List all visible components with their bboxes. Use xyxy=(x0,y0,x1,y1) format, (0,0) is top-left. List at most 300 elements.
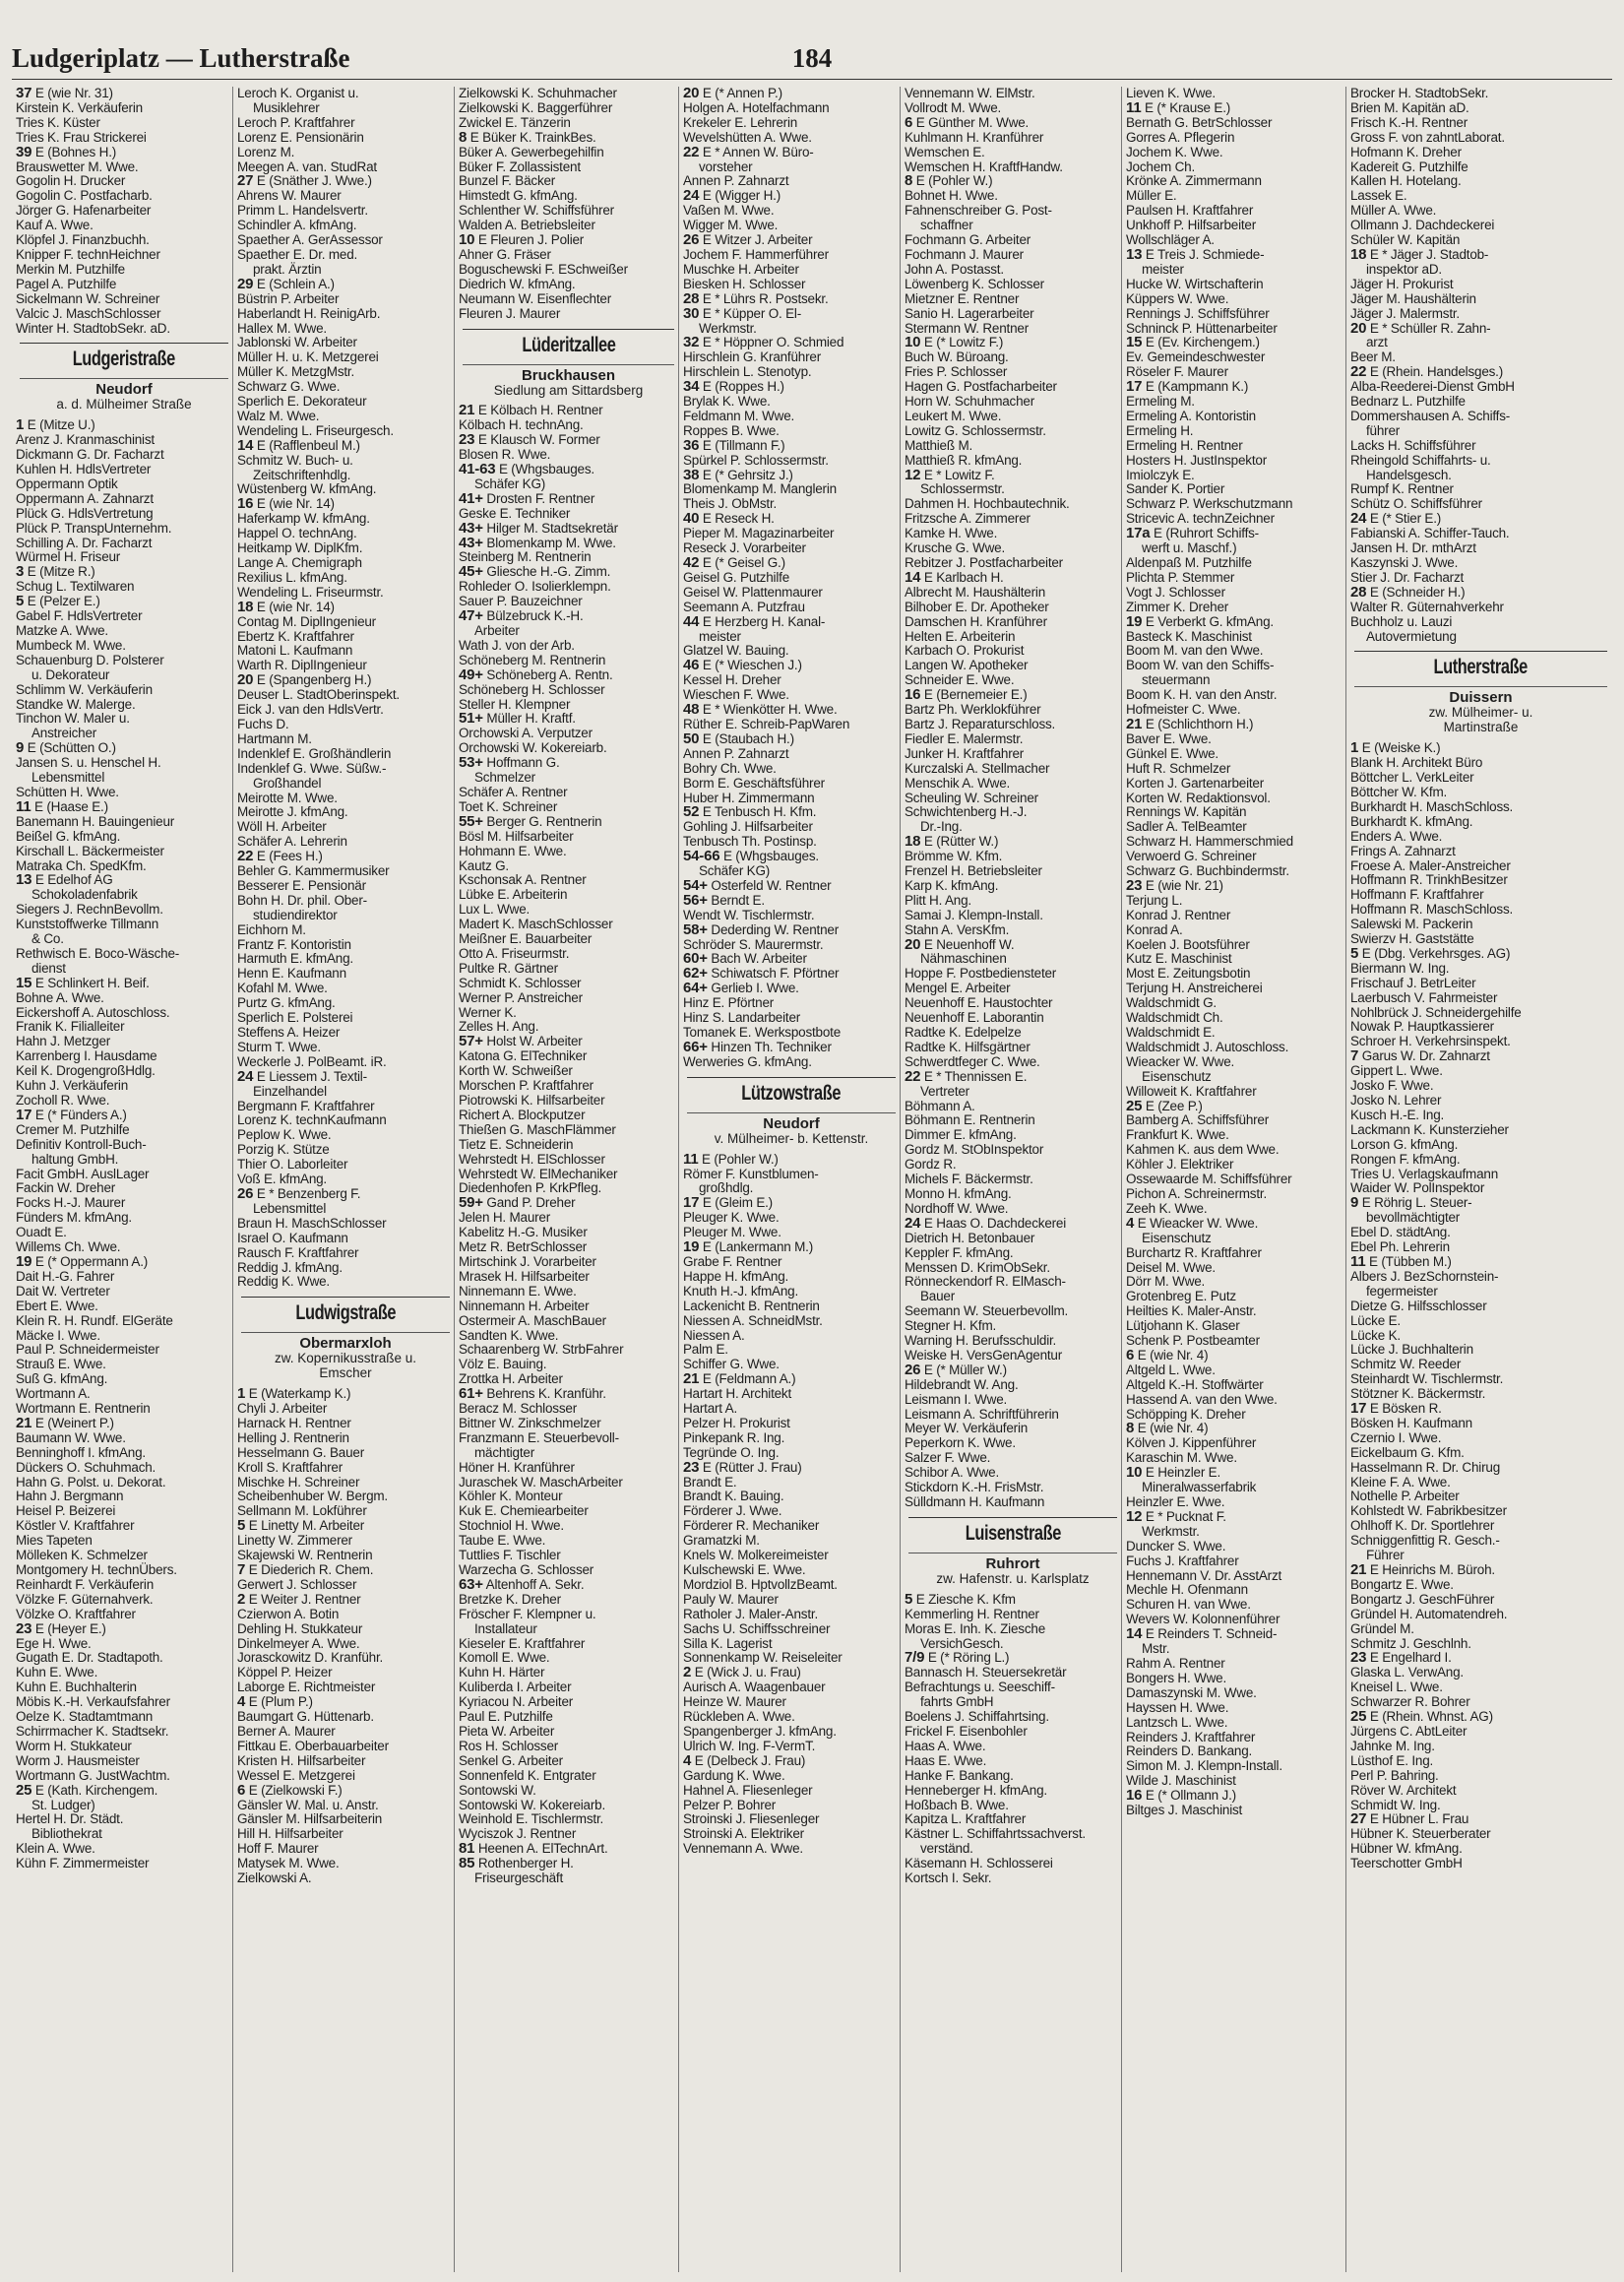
resident-entry xyxy=(237,1055,454,1070)
entry-text: Mordziol B. HptvollzBeamt. xyxy=(683,1576,838,1592)
house-entry xyxy=(237,1184,454,1202)
entry-text: Monno H. kfmAng. xyxy=(905,1185,1012,1201)
entry-text: Gugath E. Dr. Stadtapoth. xyxy=(16,1650,163,1666)
entry-text: Bednarz L. Putzhilfe xyxy=(1350,394,1466,410)
entry-text: arzt xyxy=(1366,335,1388,350)
resident-entry xyxy=(459,845,678,859)
entry-text: Bergmann F. Kraftfahrer xyxy=(237,1098,375,1113)
resident-entry xyxy=(459,903,678,918)
resident-entry xyxy=(905,189,1121,204)
house-entry xyxy=(459,812,678,830)
entry-text: Reddig J. kfmAng. xyxy=(237,1259,343,1275)
resident-entry xyxy=(1126,1041,1345,1055)
entry-text: Löwenberg K. Schlosser xyxy=(905,276,1044,291)
entry-text: Fritzsche A. Zimmerer xyxy=(905,511,1031,527)
resident-entry xyxy=(683,747,900,762)
entry-text: Borm E. Geschäftsführer xyxy=(683,775,825,791)
entry-text: Käsemann H. Schlosserei xyxy=(905,1856,1053,1871)
entry-text: Hoppe F. Postbediensteter xyxy=(905,966,1057,982)
house-number: 41+ xyxy=(459,489,483,507)
resident-entry xyxy=(16,1064,232,1079)
street-extent: Martinstraße xyxy=(1443,720,1519,735)
entry-text: Röver W. Architekt xyxy=(1350,1782,1457,1798)
resident-entry xyxy=(1350,1725,1611,1740)
house-number: 28 xyxy=(1350,583,1367,601)
house-entry xyxy=(1126,612,1345,630)
entry-text: Pleuger M. Wwe. xyxy=(683,1225,781,1240)
resident-entry xyxy=(237,982,454,996)
resident-entry xyxy=(16,1226,232,1240)
resident-entry xyxy=(1350,219,1611,233)
entry-text: Israel O. Kaufmann xyxy=(237,1230,348,1245)
resident-entry xyxy=(16,712,232,727)
resident-entry xyxy=(1126,601,1345,615)
resident-entry xyxy=(905,1408,1121,1423)
house-entry xyxy=(237,1563,454,1578)
entry-text: Chyli J. Arbeiter xyxy=(237,1401,328,1417)
entry-text: Schmelzer xyxy=(474,770,535,786)
resident-entry xyxy=(1350,454,1611,469)
resident-entry xyxy=(1350,977,1611,991)
resident-entry xyxy=(683,541,900,556)
resident-entry xyxy=(237,1217,454,1232)
resident-entry xyxy=(16,845,232,859)
entry-text: E (Whgsbauges. xyxy=(498,462,594,477)
entry-text: Sonnenfeld K. Entgrater xyxy=(459,1767,596,1783)
entry-text: Suß G. kfmAng. xyxy=(16,1371,108,1387)
resident-entry xyxy=(16,1578,232,1593)
entry-text: Ermeling M. xyxy=(1126,394,1195,410)
directory-column xyxy=(1122,87,1346,2272)
entry-text: Heilties K. Maler-Anstr. xyxy=(1126,1303,1257,1319)
house-number: 45+ xyxy=(459,563,483,581)
resident-entry xyxy=(905,219,1121,233)
resident-entry xyxy=(1350,160,1611,175)
entry-text: E (wie Nr. 14) xyxy=(256,599,335,614)
entry-text: Korten W. Redaktionsvol. xyxy=(1126,790,1271,805)
entry-text: Konrad J. Rentner xyxy=(1126,907,1231,922)
resident-entry xyxy=(237,1446,454,1461)
entry-text: Sontowski W. xyxy=(459,1782,536,1798)
resident-entry xyxy=(1126,482,1345,497)
resident-entry xyxy=(459,278,678,292)
entry-text: Kieseler E. Kraftfahrer xyxy=(459,1635,586,1651)
entry-text: Krekeler E. Lehrerin xyxy=(683,114,798,130)
house-number: 21 xyxy=(1350,1561,1367,1578)
house-entry xyxy=(683,304,900,322)
entry-text: Zelles H. Ang. xyxy=(459,1019,539,1035)
resident-entry xyxy=(683,116,900,131)
entry-text: Paul P. Schneidermeister xyxy=(16,1342,159,1358)
resident-entry xyxy=(1350,1431,1611,1446)
entry-text: Ninnemann H. Arbeiter xyxy=(459,1298,590,1313)
entry-text: Albrecht M. Haushälterin xyxy=(905,584,1046,600)
resident-entry xyxy=(237,1871,454,1886)
entry-text: Büker F. Zollassistent xyxy=(459,158,581,174)
house-number: 25 xyxy=(16,1781,32,1799)
entry-text: Bartz J. Reparaturschloss. xyxy=(905,716,1056,731)
resident-entry xyxy=(237,556,454,571)
resident-entry xyxy=(237,1651,454,1666)
house-entry xyxy=(1350,1252,1611,1270)
resident-entry xyxy=(237,1799,454,1813)
entry-text: Kallen H. Hotelang. xyxy=(1350,173,1462,189)
entry-text: Sandten K. Wwe. xyxy=(459,1327,559,1343)
house-entry xyxy=(683,1196,900,1211)
resident-entry xyxy=(1126,1451,1345,1466)
entry-text: Weiske H. VersGenAgentur xyxy=(905,1347,1063,1363)
entry-text: Salzer F. Wwe. xyxy=(905,1450,991,1466)
entry-text: Fiedler E. Malermstr. xyxy=(905,730,1024,746)
resident-entry xyxy=(16,189,232,204)
house-entry xyxy=(1350,1402,1611,1417)
entry-text: Sülldmann H. Kaufmann xyxy=(905,1494,1045,1509)
entry-text: Wieschen F. Wwe. xyxy=(683,687,789,703)
entry-text: Lorenz M. xyxy=(237,144,295,159)
entry-text: Mrasek H. Hilfsarbeiter xyxy=(459,1268,590,1284)
resident-entry xyxy=(1126,1525,1345,1540)
house-number: 26 xyxy=(905,1361,921,1378)
resident-entry xyxy=(16,1329,232,1344)
entry-text: Gogolin H. Drucker xyxy=(16,173,126,189)
entry-text: Fuchs J. Kraftfahrer xyxy=(1126,1553,1239,1568)
resident-entry xyxy=(683,410,900,424)
resident-entry xyxy=(905,380,1121,395)
resident-entry xyxy=(16,116,232,131)
resident-entry xyxy=(237,1710,454,1725)
entry-text: Niessen A. SchneidMstr. xyxy=(683,1312,823,1328)
entry-text: E * Thennissen E. xyxy=(923,1068,1028,1084)
house-number: 26 xyxy=(237,1184,254,1202)
house-number: 24 xyxy=(905,1214,921,1232)
resident-entry xyxy=(459,1799,678,1813)
entry-text: Korth W. Schweißer xyxy=(459,1063,573,1079)
entry-text: fegermeister xyxy=(1366,1283,1438,1299)
entry-text: E (Roppes H.) xyxy=(702,379,784,395)
entry-text: Hosters H. JustInspektor xyxy=(1126,452,1268,468)
entry-text: Tietz E. Schneiderin xyxy=(459,1136,574,1152)
entry-text: Blosen R. Wwe. xyxy=(459,447,551,463)
entry-text: Annen P. Zahnarzt xyxy=(683,745,789,761)
entry-text: Schöneberg A. Rentn. xyxy=(486,666,613,682)
resident-entry xyxy=(459,418,678,433)
entry-text: Kusch H.-E. Ing. xyxy=(1350,1107,1445,1122)
house-entry xyxy=(683,1038,900,1055)
entry-text: Hoffmann R. MaschSchloss. xyxy=(1350,902,1514,918)
entry-text: Schuren H. van Wwe. xyxy=(1126,1597,1251,1613)
resident-entry xyxy=(683,1387,900,1402)
entry-text: Stroinski A. Elektriker xyxy=(683,1826,804,1842)
entry-text: Drosten F. Rentner xyxy=(486,490,595,506)
entry-text: Deuser L. StadtOberinspekt. xyxy=(237,687,400,703)
entry-text: E (Feldmann A.) xyxy=(702,1371,796,1387)
house-entry xyxy=(237,1387,454,1402)
resident-entry xyxy=(459,1270,678,1285)
resident-entry xyxy=(1350,1476,1611,1490)
resident-entry xyxy=(905,1422,1121,1436)
entry-text: Eisenschutz xyxy=(1142,1230,1212,1245)
entry-text: fahrts GmbH xyxy=(920,1694,994,1710)
entry-text: E (wie Nr. 4) xyxy=(1137,1347,1209,1363)
directory-column xyxy=(455,87,679,2272)
resident-entry xyxy=(459,292,678,307)
entry-text: Kapitza L. Kraftfahrer xyxy=(905,1811,1027,1827)
entry-text: Gordz R. xyxy=(905,1157,957,1173)
resident-entry xyxy=(1350,601,1611,615)
house-entry xyxy=(1126,1097,1345,1114)
house-entry xyxy=(1350,365,1611,380)
house-entry xyxy=(683,920,900,938)
resident-entry xyxy=(905,1769,1121,1784)
entry-text: Zwickel E. Tänzerin xyxy=(459,114,571,130)
entry-text: Schneider E. Wwe. xyxy=(905,672,1015,688)
entry-text: Fries P. Schlosser xyxy=(905,364,1008,380)
entry-text: Schirrmacher K. Stadtsekr. xyxy=(16,1723,169,1739)
resident-entry xyxy=(1350,1314,1611,1329)
district-name: Obermarxloh xyxy=(299,1335,392,1353)
resident-entry xyxy=(905,248,1121,263)
resident-entry xyxy=(1126,644,1345,659)
house-number: 14 xyxy=(905,568,921,586)
street-name: Lutherstraße xyxy=(1433,656,1529,679)
resident-entry xyxy=(16,1270,232,1285)
resident-entry xyxy=(237,1275,454,1290)
entry-text: Nohlbrück J. Schneidergehilfe xyxy=(1350,1004,1522,1020)
resident-entry xyxy=(905,1011,1121,1026)
entry-text: Matthieß M. xyxy=(905,437,973,453)
resident-entry xyxy=(237,805,454,820)
house-number: 20 xyxy=(905,935,921,953)
resident-entry xyxy=(683,278,900,292)
resident-entry xyxy=(1350,1680,1611,1695)
resident-entry xyxy=(905,365,1121,380)
entry-text: Wilde J. Maschinist xyxy=(1126,1773,1236,1789)
house-entry xyxy=(1126,98,1345,116)
entry-text: Dietrich H. Betonbauer xyxy=(905,1230,1035,1245)
resident-entry xyxy=(16,756,232,771)
entry-text: u. Dekorateur xyxy=(31,666,110,682)
resident-entry xyxy=(1350,1343,1611,1358)
house-number: 4 xyxy=(1126,1214,1135,1232)
resident-entry xyxy=(237,703,454,718)
entry-text: Krönke A. Zimmermann xyxy=(1126,173,1262,189)
resident-entry xyxy=(1350,873,1611,888)
resident-entry xyxy=(16,1740,232,1754)
entry-text: Hohmann E. Wwe. xyxy=(459,843,567,858)
resident-entry xyxy=(905,1695,1121,1710)
entry-text: Hassend A. van den Wwe. xyxy=(1126,1391,1278,1407)
house-entry xyxy=(683,436,900,454)
house-number: 56+ xyxy=(683,891,708,909)
entry-text: Fröscher F. Klempner u. xyxy=(459,1606,596,1621)
entry-text: Terjung L. xyxy=(1126,892,1183,908)
resident-entry xyxy=(905,1143,1121,1158)
resident-entry xyxy=(237,469,454,483)
resident-entry xyxy=(905,1871,1121,1886)
resident-entry xyxy=(683,1270,900,1285)
entry-text: Gramatzki M. xyxy=(683,1533,760,1549)
resident-entry xyxy=(459,1812,678,1827)
entry-text: Werkmstr. xyxy=(699,320,757,336)
resident-entry xyxy=(683,673,900,688)
entry-text: Frischauf J. BetrLeiter xyxy=(1350,975,1476,990)
entry-text: Jelen H. Maurer xyxy=(459,1210,551,1226)
house-number: 21 xyxy=(683,1370,700,1388)
entry-text: Hübner K. Steuerberater xyxy=(1350,1826,1491,1842)
resident-entry xyxy=(683,1608,900,1622)
entry-text: Böttcher L. VerkLeiter xyxy=(1350,770,1474,786)
house-number: 11 xyxy=(1350,1252,1366,1270)
house-entry xyxy=(237,174,454,189)
entry-text: Lux L. Wwe. xyxy=(459,902,531,918)
resident-entry xyxy=(237,835,454,850)
entry-text: Damaszynski M. Wwe. xyxy=(1126,1684,1257,1700)
entry-text: Bösken H. Kaufmann xyxy=(1350,1415,1472,1430)
resident-entry xyxy=(16,131,232,146)
resident-entry xyxy=(1126,673,1345,688)
house-number: 25 xyxy=(1350,1708,1367,1726)
entry-text: Glatzel W. Bauing. xyxy=(683,643,789,659)
entry-text: E Röhrig L. Steuer- xyxy=(1361,1195,1472,1211)
entry-text: Schlenther W. Schiffsführer xyxy=(459,203,614,219)
entry-text: Meirotte M. Wwe. xyxy=(237,790,338,805)
house-entry xyxy=(1350,1049,1611,1064)
resident-entry xyxy=(16,1476,232,1490)
resident-entry xyxy=(905,1232,1121,1246)
resident-entry xyxy=(16,507,232,522)
entry-text: Hill H. Hilfsarbeiter xyxy=(237,1826,344,1842)
house-number: 41-63 xyxy=(459,461,496,478)
resident-entry xyxy=(683,864,900,879)
street-name: Ludgeristraße xyxy=(72,348,176,371)
resident-entry xyxy=(459,1138,678,1153)
entry-text: Pauly W. Maurer xyxy=(683,1591,779,1607)
resident-entry xyxy=(237,1011,454,1026)
resident-entry xyxy=(237,322,454,337)
house-entry xyxy=(683,1458,900,1476)
entry-text: Peplow K. Wwe. xyxy=(237,1127,332,1143)
directory-column xyxy=(901,87,1122,2272)
entry-text: Kamke H. Wwe. xyxy=(905,526,998,541)
resident-entry xyxy=(683,1740,900,1754)
entry-text: E (* Fünders A.) xyxy=(34,1107,127,1122)
house-number: 59+ xyxy=(459,1194,483,1212)
resident-entry xyxy=(1350,1387,1611,1402)
house-entry xyxy=(683,850,900,864)
entry-text: Bunzel F. Bäcker xyxy=(459,173,556,189)
entry-text: Bongartz J. GeschFührer xyxy=(1350,1591,1495,1607)
entry-text: Piotrowski K. Hilfsarbeiter xyxy=(459,1093,605,1108)
resident-entry xyxy=(16,1827,232,1842)
entry-text: Seemann W. Steuerbevollm. xyxy=(905,1303,1069,1319)
resident-entry xyxy=(237,189,454,204)
house-number: 12 xyxy=(1126,1507,1143,1525)
house-entry xyxy=(459,756,678,771)
resident-entry xyxy=(905,439,1121,454)
resident-entry xyxy=(459,116,678,131)
resident-entry xyxy=(683,1314,900,1329)
house-entry xyxy=(1126,245,1345,263)
resident-entry xyxy=(237,116,454,131)
entry-text: Schwarz H. Hammerschmied xyxy=(1126,834,1293,850)
entry-text: Wigger M. Wwe. xyxy=(683,218,779,233)
entry-text: Jochem K. Wwe. xyxy=(1126,144,1223,159)
entry-text: Reinders J. Kraftfahrer xyxy=(1126,1729,1256,1744)
entry-text: Perl P. Bahring. xyxy=(1350,1767,1439,1783)
resident-entry xyxy=(1126,659,1345,673)
resident-entry xyxy=(237,938,454,953)
entry-text: Diedrich W. kfmAng. xyxy=(459,276,576,291)
resident-entry xyxy=(237,263,454,278)
resident-entry xyxy=(905,1290,1121,1304)
resident-entry xyxy=(459,1255,678,1270)
resident-entry xyxy=(237,1827,454,1842)
house-number: 7/9 xyxy=(905,1649,925,1667)
entry-text: Rüther E. Schreib-PapWaren xyxy=(683,716,850,731)
resident-entry xyxy=(459,1079,678,1094)
house-number: 7 xyxy=(237,1561,246,1578)
entry-text: Dietze G. Hilfsschlosser xyxy=(1350,1298,1487,1313)
resident-entry xyxy=(683,1490,900,1504)
resident-entry xyxy=(237,1857,454,1871)
entry-text: Stötzner K. Bäckermstr. xyxy=(1350,1386,1486,1402)
entry-text: E Witzer J. Arbeiter xyxy=(702,232,813,248)
entry-text: Schöpping K. Dreher xyxy=(1126,1406,1246,1422)
resident-entry xyxy=(905,307,1121,322)
entry-text: Gordz M. StObInspektor xyxy=(905,1142,1044,1158)
house-entry xyxy=(16,87,232,101)
resident-entry xyxy=(1126,850,1345,864)
resident-entry xyxy=(683,160,900,175)
resident-entry xyxy=(905,1622,1121,1637)
house-entry xyxy=(1126,1346,1345,1363)
entry-text: Hofmeister C. Wwe. xyxy=(1126,702,1241,718)
entry-text: Mietzner E. Rentner xyxy=(905,290,1020,306)
entry-text: Worm J. Hausmeister xyxy=(16,1752,140,1768)
resident-entry xyxy=(905,982,1121,996)
entry-text: Sanio H. Lagerarbeiter xyxy=(905,305,1034,321)
entry-text: Knipper F. technHeichner xyxy=(16,246,160,262)
house-number: 55+ xyxy=(459,812,483,830)
resident-entry xyxy=(237,1232,454,1246)
entry-text: Böhmann A. xyxy=(905,1098,975,1113)
house-entry xyxy=(1126,527,1345,541)
entry-text: Helten E. Arbeiterin xyxy=(905,628,1016,644)
resident-entry xyxy=(16,448,232,463)
entry-text: Korten J. Gartenarbeiter xyxy=(1126,775,1265,791)
resident-entry xyxy=(905,410,1121,424)
entry-text: Haferkamp W. kfmAng. xyxy=(237,511,370,527)
resident-entry xyxy=(459,1476,678,1490)
resident-entry xyxy=(459,1827,678,1842)
house-number: 44 xyxy=(683,612,700,630)
entry-text: Hahnel A. Fliesenleger xyxy=(683,1782,813,1798)
entry-text: Wath J. von der Arb. xyxy=(459,637,575,653)
entry-text: Köhler K. Monteur xyxy=(459,1489,563,1504)
resident-entry xyxy=(1126,1436,1345,1451)
entry-text: Ostermeir A. MaschBauer xyxy=(459,1312,606,1328)
resident-entry xyxy=(237,1246,454,1261)
resident-entry xyxy=(16,624,232,639)
resident-entry xyxy=(237,879,454,894)
entry-text: Menssen D. KrimObSekr. xyxy=(905,1259,1050,1275)
resident-entry xyxy=(905,909,1121,923)
entry-text: Hoffmann R. TrinkhBesitzer xyxy=(1350,872,1508,888)
resident-entry xyxy=(905,1784,1121,1799)
resident-entry xyxy=(459,1593,678,1608)
resident-entry xyxy=(16,248,232,263)
entry-text: Beißel G. kfmAng. xyxy=(16,828,121,844)
